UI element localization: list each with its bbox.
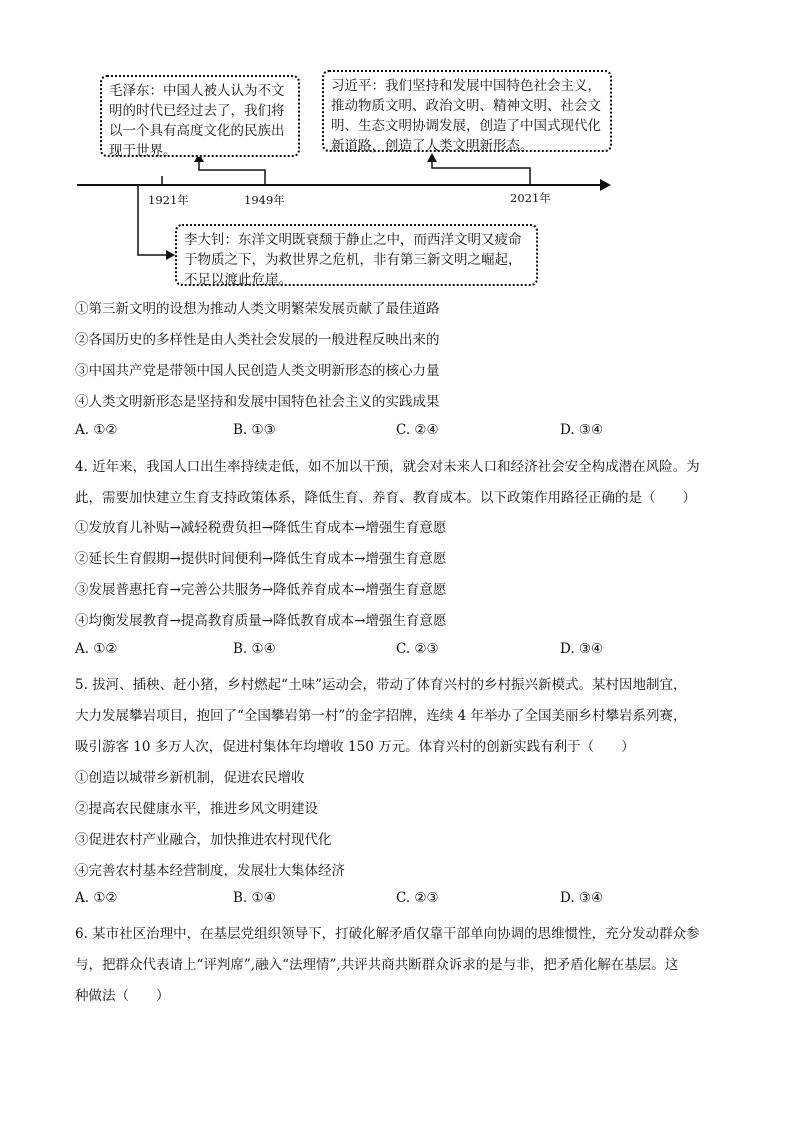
q5-stem-line-1: 5. 拔河、插秧、赶小猪，乡村燃起“土味”运动会，带动了体育兴村的乡村振兴新模式。某村因地制宜， <box>75 677 687 693</box>
timeline-arrowhead <box>600 179 611 191</box>
q5-option-a[interactable]: A. ①② <box>75 890 118 906</box>
q4-item-1: ①发放育儿补贴→减轻税费负担→降低生育成本→增强生育意愿 <box>75 520 447 536</box>
q5-stem-line-3: 吸引游客 10 多万人次，促进村集体年均增收 150 万元。体育兴村的创新实践有利于（ ） <box>75 739 635 755</box>
q6-stem-line-2: 与，把群众代表请上“评判席”,融入“法理情”,共评共商共断群众诉求的是与非，把矛盾化解在基层。这 <box>75 957 679 973</box>
q3-item-1: ①第三新文明的设想为推动人类文明繁荣发展贡献了最佳道路 <box>75 301 440 317</box>
q3-item-4: ④人类文明新形态是坚持和发展中国特色社会主义的实践成果 <box>75 394 440 410</box>
q4-item-4: ④均衡发展教育→提高教育质量→降低教育成本→增强生育意愿 <box>75 613 447 629</box>
q3-option-b[interactable]: B. ①③ <box>233 422 276 438</box>
q3-item-2: ②各国历史的多样性是由人类社会发展的一般进程反映出来的 <box>75 332 440 348</box>
connector-1949 <box>199 160 265 185</box>
q4-option-b[interactable]: B. ①④ <box>233 641 276 657</box>
q3-option-d[interactable]: D. ③④ <box>560 422 604 438</box>
q4-option-a[interactable]: A. ①② <box>75 641 118 657</box>
q5-stem-line-2: 大力发展攀岩项目，抱回了“全国攀岩第一村”的金字招牌，连续 4 年举办了全国美丽乡村攀岩系列赛， <box>75 708 687 724</box>
connector-2021 <box>432 160 530 185</box>
q5-item-1: ①创造以城带乡新机制，促进农民增收 <box>75 770 305 786</box>
q4-item-3: ③发展普惠托育→完善公共服务→降低养育成本→增强生育意愿 <box>75 582 447 598</box>
year-2021-label: 2021年 <box>510 191 551 205</box>
q5-item-2: ②提高农民健康水平，推进乡风文明建设 <box>75 801 318 817</box>
xi-quote-text: 习近平：我们坚持和发展中国特色社会主义，推动物质文明、政治文明、精神文明、社会文明、生态文明协调发展，创造了中国式现代化新道路，创造了人类文明新形态。 <box>331 78 601 154</box>
q5-item-4: ④完善农村基本经营制度，发展壮大集体经济 <box>75 863 345 879</box>
q5-option-c[interactable]: C. ②③ <box>396 890 439 906</box>
li-quote-text: 李大钊：东洋文明既衰颓于静止之中，而西洋文明又疲命于物质之下，为救世界之危机，非有第三新文明之崛起，不足以渡此危崖。 <box>184 232 522 288</box>
q5-option-b[interactable]: B. ①④ <box>233 890 276 906</box>
q4-option-c[interactable]: C. ②③ <box>396 641 439 657</box>
year-1949-label: 1949年 <box>244 193 285 207</box>
year-1921-label: 1921年 <box>148 193 189 207</box>
q4-option-d[interactable]: D. ③④ <box>560 641 604 657</box>
q4-stem-line-2: 此，需要加快建立生育支持政策体系，降低生育、养育、教育成本。以下政策作用路径正确的是（ ） <box>75 490 696 506</box>
q3-option-a[interactable]: A. ①② <box>75 422 118 438</box>
q3-option-c[interactable]: C. ②④ <box>396 422 439 438</box>
mao-quote-box <box>100 75 300 157</box>
q6-stem-line-1: 6. 某市社区治理中，在基层党组织领导下，打破化解矛盾仅靠干部单向协调的思维惯性，充分发动群众参 <box>75 926 700 942</box>
q6-stem-line-3: 种做法（ ） <box>75 988 170 1004</box>
mao-quote-text: 毛泽东：中国人被人认为不文明的时代已经过去了，我们将以一个具有高度文化的民族出现于世界。 <box>109 83 285 159</box>
li-quote-box <box>175 224 538 286</box>
q4-item-2: ②延长生育假期→提供时间便利→降低生育成本→增强生育意愿 <box>75 551 447 567</box>
q3-item-3: ③中国共产党是带领中国人民创造人类文明新形态的核心力量 <box>75 363 440 379</box>
q5-item-3: ③促进农村产业融合，加快推进农村现代化 <box>75 832 332 848</box>
arrow-right-li <box>166 250 175 260</box>
q5-option-d[interactable]: D. ③④ <box>560 890 604 906</box>
xi-quote-box <box>322 70 612 152</box>
q4-stem-line-1: 4. 近年来，我国人口出生率持续走低，如不加以干预，就会对未来人口和经济社会安全构成潜在风险。为 <box>75 459 700 475</box>
